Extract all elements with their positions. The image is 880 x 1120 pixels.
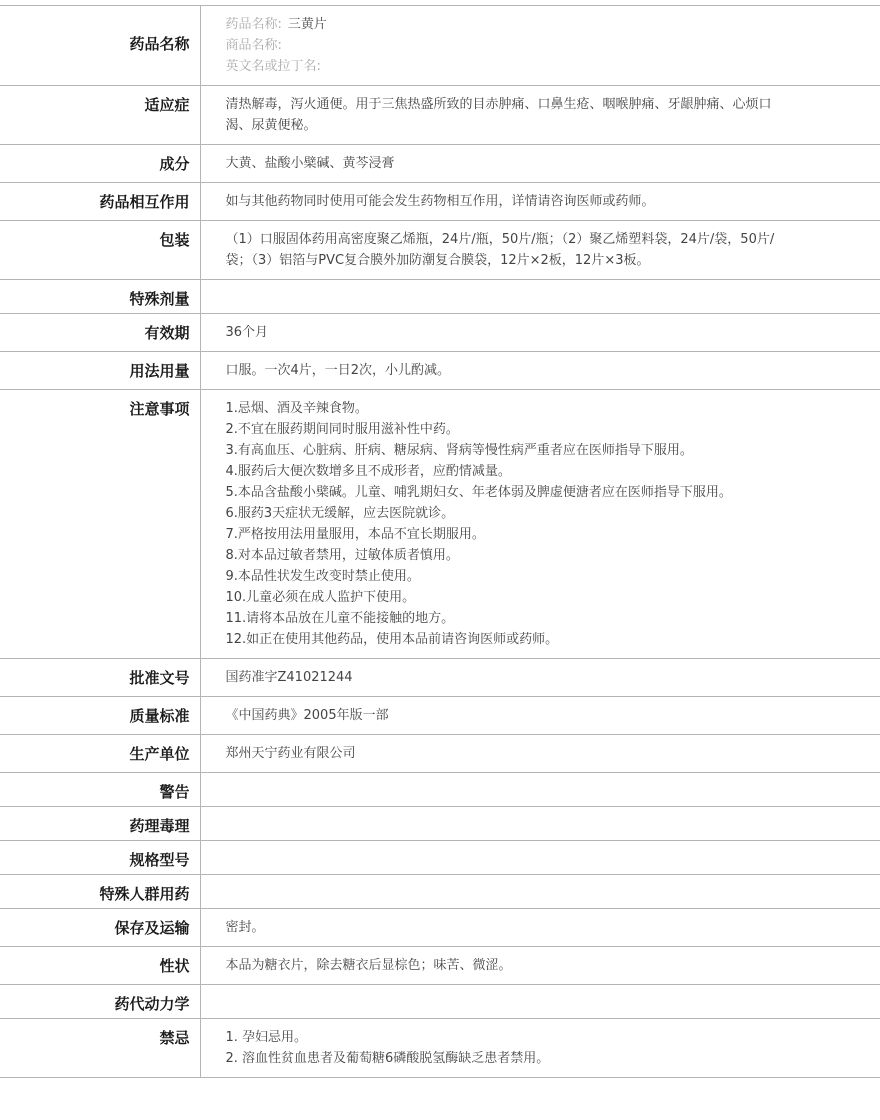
precaution-item: 12.如正在使用其他药品，使用本品前请咨询医师或药师。	[225, 632, 559, 647]
row-label-special-populations: 特殊人群用药	[0, 875, 200, 909]
row-label-approval-number: 批准文号	[0, 659, 200, 697]
row-approval-number	[0, 659, 880, 697]
pharmacology-text	[200, 807, 880, 841]
row-interactions	[0, 183, 880, 221]
approval-number-text: 国药准字Z41021244	[200, 659, 880, 697]
english-name-line	[226, 56, 880, 77]
interactions-text: 如与其他药物同时使用可能会发生药物相互作用，详情请咨询医师或药师。	[200, 183, 880, 221]
packaging-text: （1）口服固体药用高密度聚乙烯瓶，24片/瓶，50片/瓶；（2）聚乙烯塑料袋，24片/袋，50片/袋；（3）铝箔与PVC复合膜外加防潮复合膜袋，12片×2板，12片×3板。	[225, 232, 775, 268]
row-pharmacology	[0, 807, 880, 841]
row-label-manufacturer: 生产单位	[0, 735, 200, 773]
generic-name-label: 药品名称:	[225, 17, 282, 32]
indications-text: 清热解毒，泻火通便。用于三焦热盛所致的目赤肿痛、口鼻生疮、咽喉肿痛、牙龈肿痛、心烦口渴、尿黄便秘。	[225, 97, 772, 133]
generic-name-value: 三黄片	[287, 17, 327, 32]
drug-name-block	[200, 6, 880, 86]
row-label-storage: 保存及运输	[0, 909, 200, 947]
row-precautions	[0, 390, 880, 659]
row-label-drug-name: 药品名称	[0, 6, 200, 86]
precaution-item: 10.儿童必须在成人监护下使用。	[225, 590, 416, 605]
row-pharmacokinetics	[0, 985, 880, 1019]
row-label-quality-standard: 质量标准	[0, 697, 200, 735]
row-packaging	[0, 221, 880, 280]
row-label-pharmacology: 药理毒理	[0, 807, 200, 841]
row-manufacturer	[0, 735, 880, 773]
precaution-item: 1.忌烟、酒及辛辣食物。	[225, 401, 368, 416]
precaution-item: 11.请将本品放在儿童不能接触的地方。	[225, 611, 455, 626]
precautions-list	[200, 390, 880, 659]
contraindications-list	[200, 1019, 880, 1078]
row-label-specification: 规格型号	[0, 841, 200, 875]
row-label-special-dosage: 特殊剂量	[0, 280, 200, 314]
row-specification	[0, 841, 880, 875]
special-dosage-text	[200, 280, 880, 314]
specification-text	[200, 841, 880, 875]
generic-name-line	[226, 14, 880, 35]
row-label-ingredients: 成分	[0, 145, 200, 183]
row-drug-name	[0, 6, 880, 86]
row-special-dosage	[0, 280, 880, 314]
shelf-life-text: 36个月	[200, 314, 880, 352]
row-contraindications	[0, 1019, 880, 1078]
row-label-usage: 用法用量	[0, 352, 200, 390]
precaution-item: 8.对本品过敏者禁用，过敏体质者慎用。	[225, 548, 459, 563]
row-label-pharmacokinetics: 药代动力学	[0, 985, 200, 1019]
precaution-item: 4.服药后大便次数增多且不成形者，应酌情减量。	[225, 464, 511, 479]
storage-text: 密封。	[200, 909, 880, 947]
ingredients-text: 大黄、盐酸小檗碱、黄芩浸膏	[200, 145, 880, 183]
contraindication-item: 2. 溶血性贫血患者及葡萄糖6磷酸脱氢酶缺乏患者禁用。	[225, 1051, 550, 1066]
precaution-item: 3.有高血压、心脏病、肝病、糖尿病、肾病等慢性病严重者应在医师指导下服用。	[225, 443, 693, 458]
row-label-warning: 警告	[0, 773, 200, 807]
row-label-contraindications: 禁忌	[0, 1019, 200, 1078]
trade-name-label: 商品名称:	[225, 38, 282, 53]
precaution-item: 5.本品含盐酸小檗碱。儿童、哺乳期妇女、年老体弱及脾虚便溏者应在医师指导下服用。	[225, 485, 732, 500]
description-text: 本品为糖衣片，除去糖衣后显棕色；味苦、微涩。	[200, 947, 880, 985]
drug-spec-table	[0, 5, 880, 1078]
row-label-packaging: 包装	[0, 221, 200, 280]
precaution-item: 9.本品性状发生改变时禁止使用。	[225, 569, 420, 584]
pharmacokinetics-text	[200, 985, 880, 1019]
row-label-shelf-life: 有效期	[0, 314, 200, 352]
english-name-label: 英文名或拉丁名:	[225, 59, 321, 74]
row-quality-standard	[0, 697, 880, 735]
row-storage	[0, 909, 880, 947]
quality-standard-text: 《中国药典》2005年版一部	[200, 697, 880, 735]
row-indications	[0, 86, 880, 145]
row-usage	[0, 352, 880, 390]
precaution-item: 7.严格按用法用量服用，本品不宜长期服用。	[225, 527, 485, 542]
drug-spec-sheet	[0, 5, 880, 1078]
row-ingredients	[0, 145, 880, 183]
row-warning	[0, 773, 880, 807]
row-description	[0, 947, 880, 985]
row-label-precautions: 注意事项	[0, 390, 200, 659]
row-label-interactions: 药品相互作用	[0, 183, 200, 221]
row-label-indications: 适应症	[0, 86, 200, 145]
row-label-description: 性状	[0, 947, 200, 985]
warning-text	[200, 773, 880, 807]
manufacturer-text: 郑州天宁药业有限公司	[200, 735, 880, 773]
precaution-item: 6.服药3天症状无缓解，应去医院就诊。	[225, 506, 455, 521]
precaution-item: 2.不宜在服药期间同时服用滋补性中药。	[225, 422, 459, 437]
contraindication-item: 1. 孕妇忌用。	[225, 1030, 308, 1045]
row-special-populations	[0, 875, 880, 909]
row-shelf-life	[0, 314, 880, 352]
usage-text: 口服。一次4片，一日2次，小儿酌减。	[200, 352, 880, 390]
trade-name-line	[226, 35, 880, 56]
special-populations-text	[200, 875, 880, 909]
